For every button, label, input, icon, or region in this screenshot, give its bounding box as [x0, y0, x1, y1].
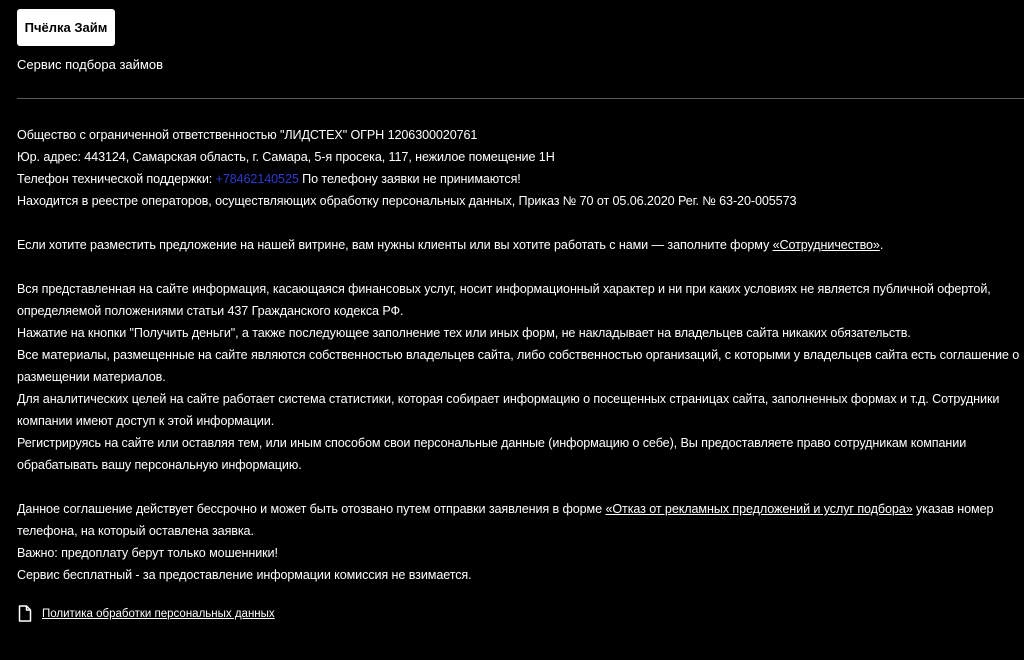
partnership-form-link[interactable]: «Сотрудничество»	[772, 238, 880, 252]
free-service-note: Сервис бесплатный - за предоставление информации комиссия не взимается.	[17, 568, 472, 582]
logo-button[interactable]	[17, 9, 115, 46]
spacer	[17, 476, 1024, 498]
button-disclaimer: Нажатие на кнопки "Получить деньги", а также последующее заполнение тех или иных форм, не накладывает на владельцев сайта никаких обязательств.	[17, 326, 911, 340]
partnership-text-end: .	[879, 238, 884, 252]
logo-label: Пчёлка Займ	[24, 20, 108, 35]
company-name-line: Общество с ограниченной ответственностью "ЛИДСТЕХ" ОГРН 1206300020761	[17, 128, 478, 142]
consent-disclaimer: Регистрируясь на сайте или оставляя тем, или иным способом свои персональные данные (информацию о себе), Вы предоставляете право сотрудникам компании обрабатывать вашу персональную информацию.	[17, 436, 967, 472]
privacy-policy-link[interactable]: Политика обработки персональных данных	[42, 607, 275, 620]
privacy-policy-row[interactable]	[18, 605, 275, 622]
support-label: Телефон технической поддержки:	[17, 172, 216, 186]
header-divider	[17, 98, 1024, 99]
offer-disclaimer: Вся представленная на сайте информация, касающаяся финансовых услуг, носит информационный характер и ни при каких условиях не является публичной офертой, определяемой положениями статьи 437 Гражданского кодекса РФ.	[17, 282, 991, 318]
analytics-disclaimer: Для аналитических целей на сайте работает система статистики, которая собирает информацию о посещенных страницах сайта, заполненных формах и т.д. Сотрудники компании имеют доступ к этой информации.	[17, 392, 1000, 428]
site-tagline: Сервис подбора займов	[17, 57, 163, 72]
partnership-line	[17, 234, 1024, 256]
support-note: По телефону заявки не принимаются!	[298, 172, 521, 186]
agreement-text: Данное соглашение действует бессрочно и может быть отозвано путем отправки заявления в форме	[17, 502, 606, 516]
support-phone-line	[17, 168, 1024, 190]
prepayment-warning: Важно: предоплату берут только мошенники!	[17, 546, 278, 560]
company-address-line: Юр. адрес: 443124, Самарская область, г. Самара, 5-я просека, 117, нежилое помещение 1Н	[17, 150, 555, 164]
materials-disclaimer: Все материалы, размещенные на сайте являются собственностью владельцев сайта, либо собственностью организаций, с которыми у владельцев сайта есть соглашение о размещении материалов.	[17, 348, 1020, 384]
document-icon	[18, 605, 32, 622]
legal-info	[17, 124, 1024, 586]
spacer	[17, 256, 1024, 278]
agreement-text-end: указав номер телефона, на который оставлена заявка.	[17, 502, 994, 538]
support-phone-link[interactable]: +78462140525	[215, 172, 299, 186]
partnership-text: Если хотите разместить предложение на нашей витрине, вам нужны клиенты или вы хотите работать с нами — заполните форму	[17, 238, 773, 252]
spacer	[17, 212, 1024, 234]
agreement-line	[17, 498, 1024, 542]
registry-line: Находится в реестре операторов, осуществляющих обработку персональных данных, Приказ № 70 от 05.06.2020 Рег. № 63-20-005573	[17, 194, 797, 208]
opt-out-form-link[interactable]: «Отказ от рекламных предложений и услуг подбора»	[605, 502, 913, 516]
